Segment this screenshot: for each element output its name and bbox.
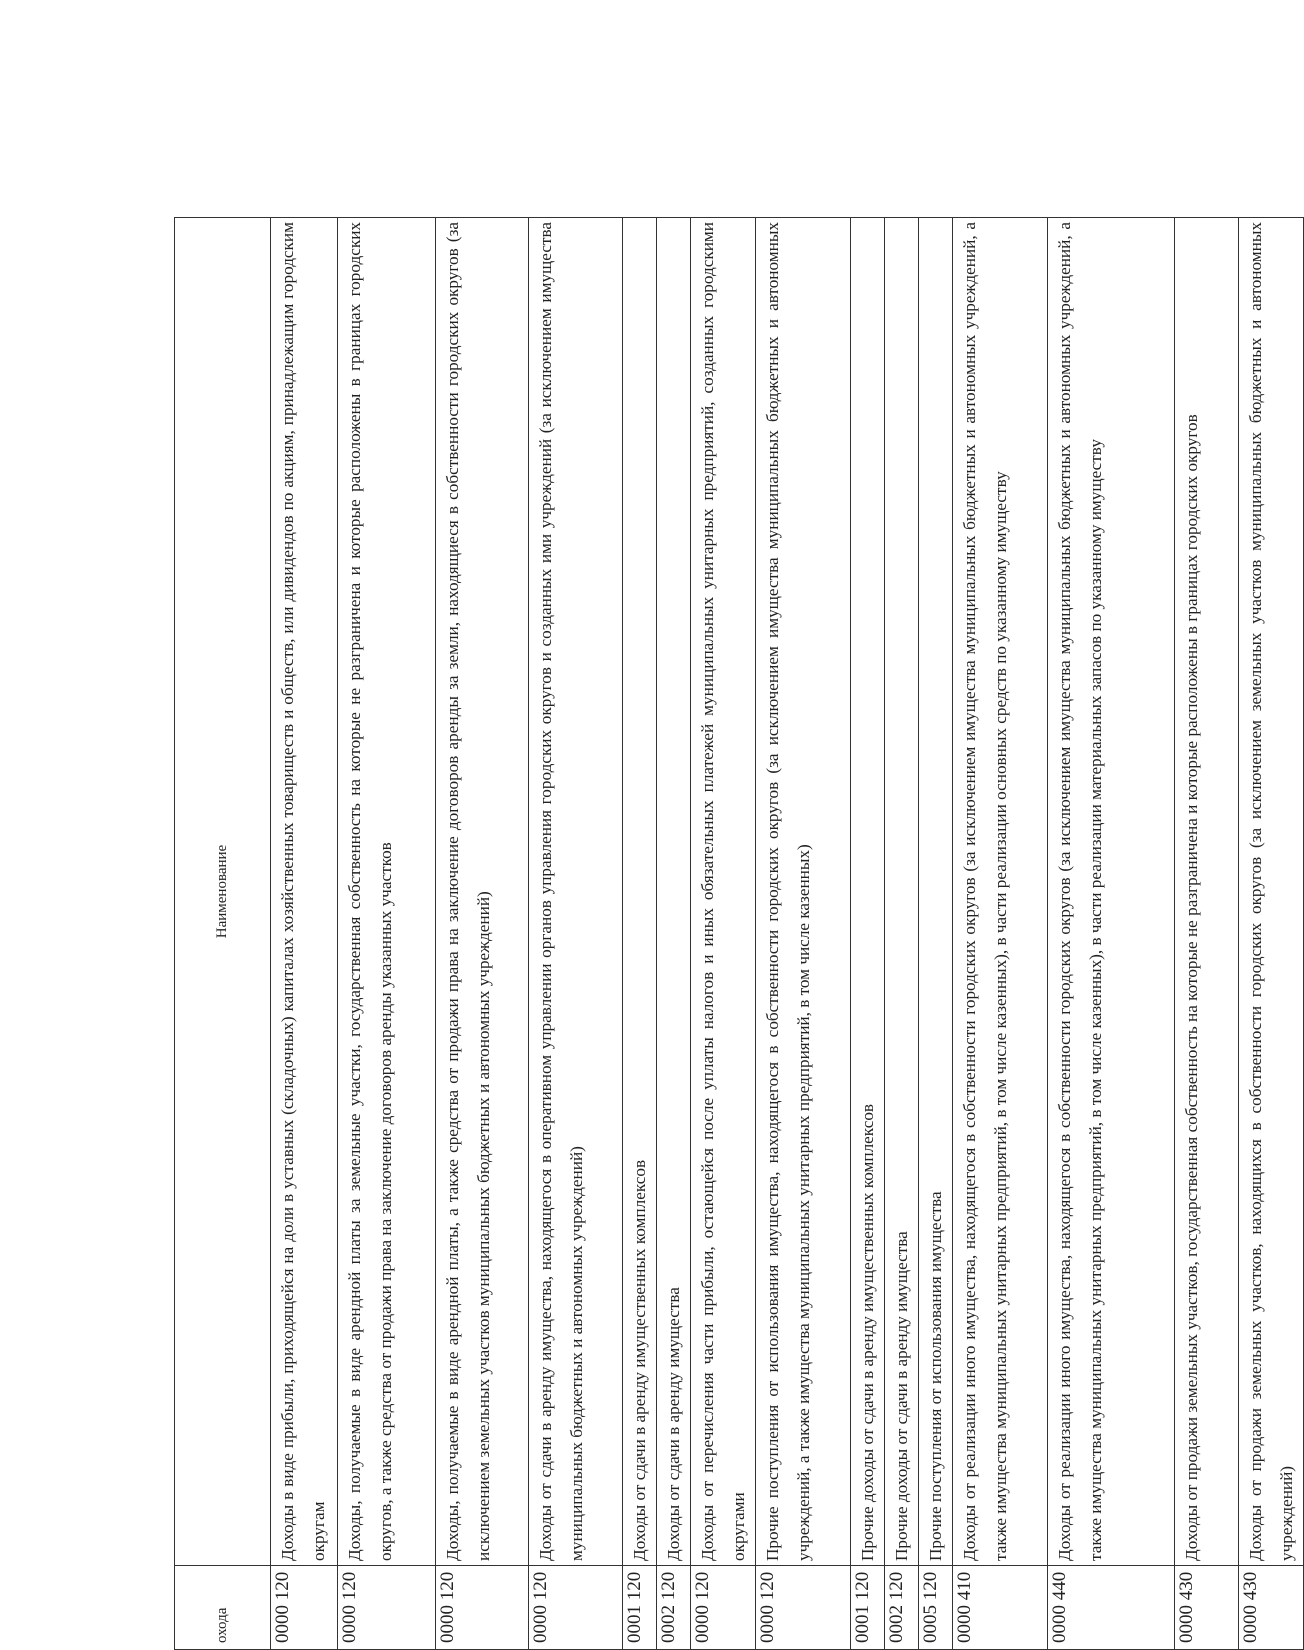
- row-name: Прочие поступления от использования имущества, находящегося в собственности городских округов (за исключением имущества муниципальных бюджетных и автономных учреждений, а также имущества муниципальных унитарных предприятий, в том числе казенных): [756, 218, 851, 1566]
- row-code: 0001 120: [851, 1566, 885, 1650]
- table-row: [756, 218, 851, 1650]
- row-name: Доходы в виде прибыли, приходящейся на доли в уставных (складочных) капиталах хозяйственных товариществ и обществ, или дивидендов по акциям, принадлежащим городским округам: [271, 218, 338, 1566]
- header-code: охода: [175, 1566, 271, 1650]
- row-code: 0002 120: [885, 1566, 919, 1650]
- table-row: [691, 218, 756, 1650]
- row-name: Доходы, получаемые в виде арендной платы, а также средства от продажи права на заключение договоров аренды за земли, находящиеся в собственности городских округов (за исключением земельных участков муниципальных бюджетных и автономных учреждений): [436, 218, 529, 1566]
- row-name: Прочие доходы от сдачи в аренду имущества: [885, 218, 919, 1566]
- revenue-table: [174, 217, 1304, 1650]
- row-name: Доходы, получаемые в виде арендной платы за земельные участки, государственная собственность на которые не разграничена и которые расположены в границах городских округов, а также средства от продажи права на заключение договоров аренды указанных участков: [338, 218, 436, 1566]
- table-row: [1048, 218, 1175, 1650]
- row-code: 0000 430: [1175, 1566, 1239, 1650]
- row-name: Доходы от сдачи в аренду имущества: [657, 218, 691, 1566]
- table-row: [953, 218, 1048, 1650]
- table-header: [175, 218, 271, 1650]
- table-row: [851, 218, 885, 1650]
- table-row: [271, 218, 338, 1650]
- row-code: 0000 120: [756, 1566, 851, 1650]
- row-name: Доходы от продажи земельных участков, государственная собственность на которые не разграничена и которые расположены в границах городских округов: [1175, 218, 1239, 1566]
- row-name: Доходы от продажи земельных участков, находящихся в собственности городских округов (за исключением земельных участков муниципальных бюджетных и автономных учреждений): [1239, 218, 1304, 1566]
- table-row: [1175, 218, 1239, 1650]
- row-code: 0000 410: [953, 1566, 1048, 1650]
- table-row: [1239, 218, 1304, 1650]
- row-code: 0001 120: [623, 1566, 657, 1650]
- row-name: Доходы от перечисления части прибыли, остающейся после уплаты налогов и иных обязательных платежей муниципальных унитарных предприятий, созданных городскими округами: [691, 218, 756, 1566]
- table-row: [436, 218, 529, 1650]
- row-name: Доходы от реализации иного имущества, находящегося в собственности городских округов (за исключением имущества муниципальных бюджетных и автономных учреждений, а также имущества муниципальных унитарных предприятий, в том числе казенных), в части реализации материальных запасов по указанному имуществу: [1048, 218, 1175, 1566]
- row-code: 0000 120: [436, 1566, 529, 1650]
- row-code: 0000 120: [691, 1566, 756, 1650]
- row-code: 0000 120: [271, 1566, 338, 1650]
- table-row: [885, 218, 919, 1650]
- row-name: Прочие доходы от сдачи в аренду имущественных комплексов: [851, 218, 885, 1566]
- rotated-page: [174, 218, 1296, 1650]
- row-name: Доходы от сдачи в аренду имущественных комплексов: [623, 218, 657, 1566]
- row-name: Доходы от сдачи в аренду имущества, находящегося в оперативном управлении органов управления городских округов и созданных ими учреждений (за исключением имущества муниципальных бюджетных и автономных учреждений): [529, 218, 623, 1566]
- row-code: 0002 120: [657, 1566, 691, 1650]
- row-code: 0005 120: [919, 1566, 953, 1650]
- table-row: [338, 218, 436, 1650]
- row-name: Прочие поступления от использования имущества: [919, 218, 953, 1566]
- table-row: [919, 218, 953, 1650]
- row-code: 0000 440: [1048, 1566, 1175, 1650]
- row-code: 0000 120: [338, 1566, 436, 1650]
- table-row: [623, 218, 657, 1650]
- row-code: 0000 430: [1239, 1566, 1304, 1650]
- table-row: [529, 218, 623, 1650]
- row-code: 0000 120: [529, 1566, 623, 1650]
- header-name: Наименование: [175, 218, 271, 1566]
- table-row: [657, 218, 691, 1650]
- row-name: Доходы от реализации иного имущества, находящегося в собственности городских округов (за исключением имущества муниципальных бюджетных и автономных учреждений, а также имущества муниципальных унитарных предприятий, в том числе казенных), в части реализации основных средств по указанному имуществу: [953, 218, 1048, 1566]
